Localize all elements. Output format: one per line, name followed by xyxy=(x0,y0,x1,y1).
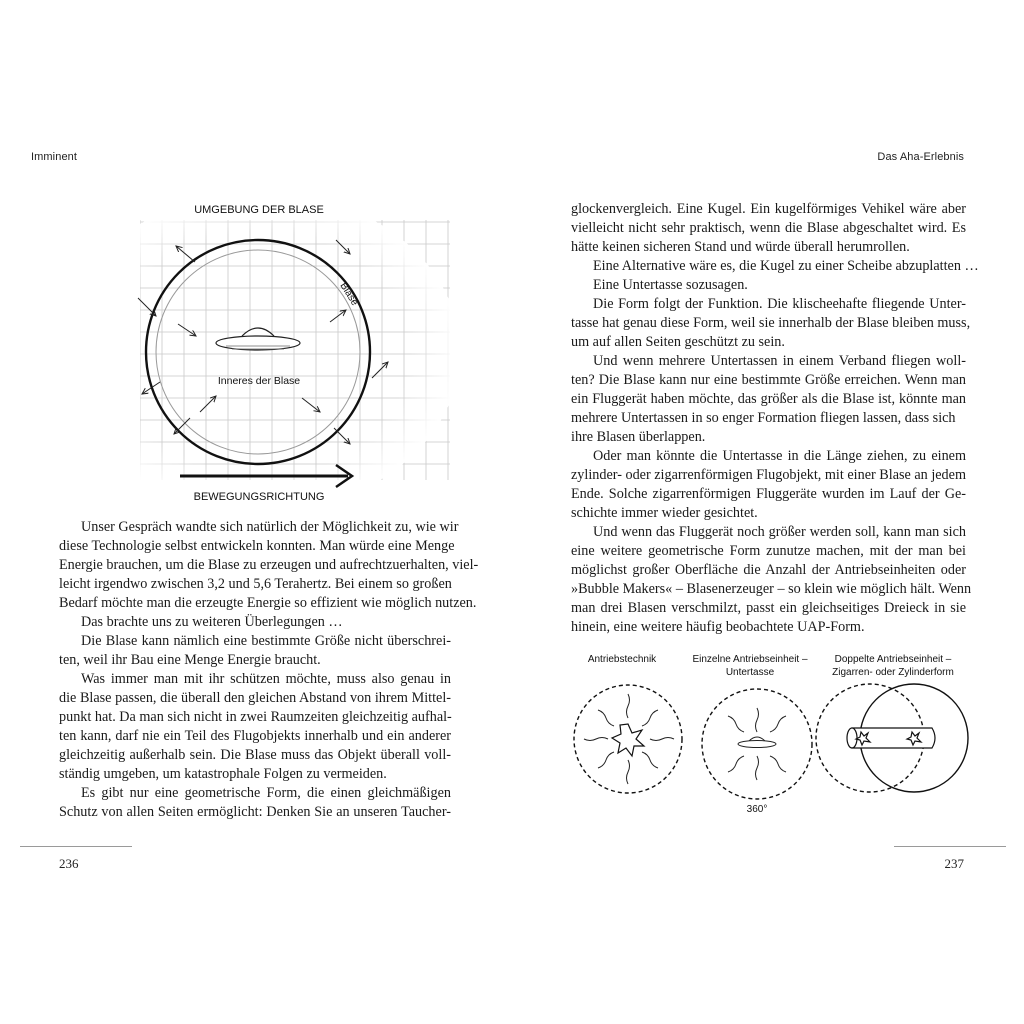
text-line: Unser Gespräch wandte sich natürlich der Möglichkeit zu, wie wir xyxy=(81,519,459,535)
text-line: schichte immer wieder gesichtet. xyxy=(571,505,758,521)
saucer-small-icon xyxy=(738,737,776,748)
text-line: Eine Untertasse sozusagen. xyxy=(593,277,748,293)
page-number-right: 237 xyxy=(944,856,964,871)
page-number-left: 236 xyxy=(59,856,79,871)
text-line: diese Technologie selbst entwickeln konnten. Man würde eine Menge xyxy=(59,538,455,554)
folio-rule-right xyxy=(894,846,1006,847)
text-line: Bedarf möchte man die erzeugte Energie so effizient wie möglich nutzen. xyxy=(59,595,477,611)
text-line: Das brachte uns zu weiteren Überlegungen … xyxy=(81,614,343,630)
text-line: leicht irgendwo zwischen 3,2 und 5,6 Terahertz. Bei einem so großen xyxy=(59,576,452,592)
text-line: glockenvergleich. Eine Kugel. Ein kugelförmiges Vehikel wäre aber xyxy=(571,201,966,217)
text-line: Die Blase kann nämlich eine bestimmte Größe nicht überschrei- xyxy=(81,633,451,649)
text-line: Was immer man mit ihr schützen möchte, muss also genau in xyxy=(81,671,451,687)
cylinder-craft-icon xyxy=(847,728,935,748)
left-body-text xyxy=(59,518,479,822)
text-line: ständig umgeben, um katastrophale Folgen zu vermeiden. xyxy=(59,766,387,782)
text-line: ihre Blasen überlappen. xyxy=(571,429,706,445)
label-direction: BEWEGUNGSRICHTUNG xyxy=(193,491,325,503)
label-bubble: Blase xyxy=(337,280,361,308)
text-line: vielleicht nicht sehr praktisch, wenn die Blase abgeschaltet wird. Es xyxy=(571,220,966,236)
running-head-right: Das Aha-Erlebnis xyxy=(877,151,964,163)
text-line: Die Form folgt der Funktion. Die klischeehafte fliegende Unter- xyxy=(593,296,966,312)
label-propulsion: Antriebstechnik xyxy=(587,654,657,665)
label-double-unit-2: Zigarren- oder Zylinderform xyxy=(832,667,954,678)
text-line: ten? Die Blase kann nur eine bestimmte Größe erreichen. Wenn man xyxy=(571,372,966,388)
text-line: Es gibt nur eine geometrische Form, die einen gleichmäßigen xyxy=(81,785,451,801)
text-line: ten, weil ihr Bau eine Menge Energie braucht. xyxy=(59,652,321,668)
bubble-diagram xyxy=(0,0,512,512)
text-line: eine weitere geometrische Form zunutze machen, mit der man bei xyxy=(571,543,966,559)
propulsion-diagram xyxy=(512,640,1024,840)
text-line: ten kann, darf nie ein Teil des Flugobjekts innerhalb und ein anderer xyxy=(59,728,451,744)
text-line: mehrere Untertassen in so enger Formation fliegen lassen, dass sich xyxy=(571,410,956,426)
text-line: Und wenn das Fluggerät noch größer werden soll, kann man sich xyxy=(593,524,966,540)
text-line: zylinder- oder zigarrenförmigen Flugobjekt, mit einer Blase an jedem xyxy=(571,467,966,483)
text-line: Und wenn mehrere Untertassen in einem Verband fliegen woll- xyxy=(593,353,966,369)
text-line: um auf allen Seiten geschützt zu sein. xyxy=(571,334,785,350)
text-line: möglichst großer Oberfläche die Anzahl der Antriebseinheiten oder xyxy=(571,562,966,578)
running-head-left: Imminent xyxy=(31,151,78,163)
label-inner-bubble: Inneres der Blase xyxy=(217,375,301,387)
text-line: Oder man könnte die Untertasse in die Länge ziehen, zu einem xyxy=(593,448,966,464)
label-single-unit-2: Untertasse xyxy=(725,667,775,678)
text-line: ein Fluggerät haben möchte, das größer als die Blase ist, könnte man xyxy=(571,391,966,407)
text-line: Ende. Solche zigarrenförmigen Fluggeräte wurden im Lauf der Ge- xyxy=(571,486,966,502)
text-line: Schutz von allen Seiten ermöglicht: Denken Sie an unseren Taucher- xyxy=(59,804,451,820)
energy-burst-icon xyxy=(612,724,644,756)
text-line: tasse hat genau diese Form, weil sie innerhalb der Blase bleiben muss, xyxy=(571,315,971,331)
right-page xyxy=(512,0,1024,1024)
label-environment: UMGEBUNG DER BLASE xyxy=(194,204,324,216)
label-single-unit-1: Einzelne Antriebseinheit – xyxy=(692,654,808,665)
text-line: »Bubble Makers« – Blasenerzeuger – so klein wie möglich hält. Wenn xyxy=(571,581,972,597)
label-double-unit-1: Doppelte Antriebseinheit – xyxy=(834,654,952,665)
label-360-degrees: 360° xyxy=(746,804,768,815)
text-line: Energie brauchen, um die Blase zu erzeugen und aufrechtzuerhalten, viel- xyxy=(59,557,479,573)
right-body-text xyxy=(571,200,979,637)
text-line: punkt hat. Da man sich nicht in zwei Raumzeiten gleichzeitig aufhal- xyxy=(59,709,452,725)
folio-rule-left xyxy=(20,846,132,847)
text-line: hinein, eine weitere häufig beobachtete UAP-Form. xyxy=(571,619,865,635)
text-line: Eine Alternative wäre es, die Kugel zu einer Scheibe abzuplatten … xyxy=(593,258,979,274)
text-line: hätte keinen sicheren Stand und würde überall herumrollen. xyxy=(571,239,910,255)
text-line: man drei Blasen verschmilzt, passt ein gleichseitiges Dreieck in sie xyxy=(571,600,966,616)
text-line: gleichzeitig außerhalb sein. Die Blase muss das Objekt überall voll- xyxy=(59,747,451,763)
text-line: die Blase passen, die überall den gleichen Abstand von ihrem Mittel- xyxy=(59,690,451,706)
